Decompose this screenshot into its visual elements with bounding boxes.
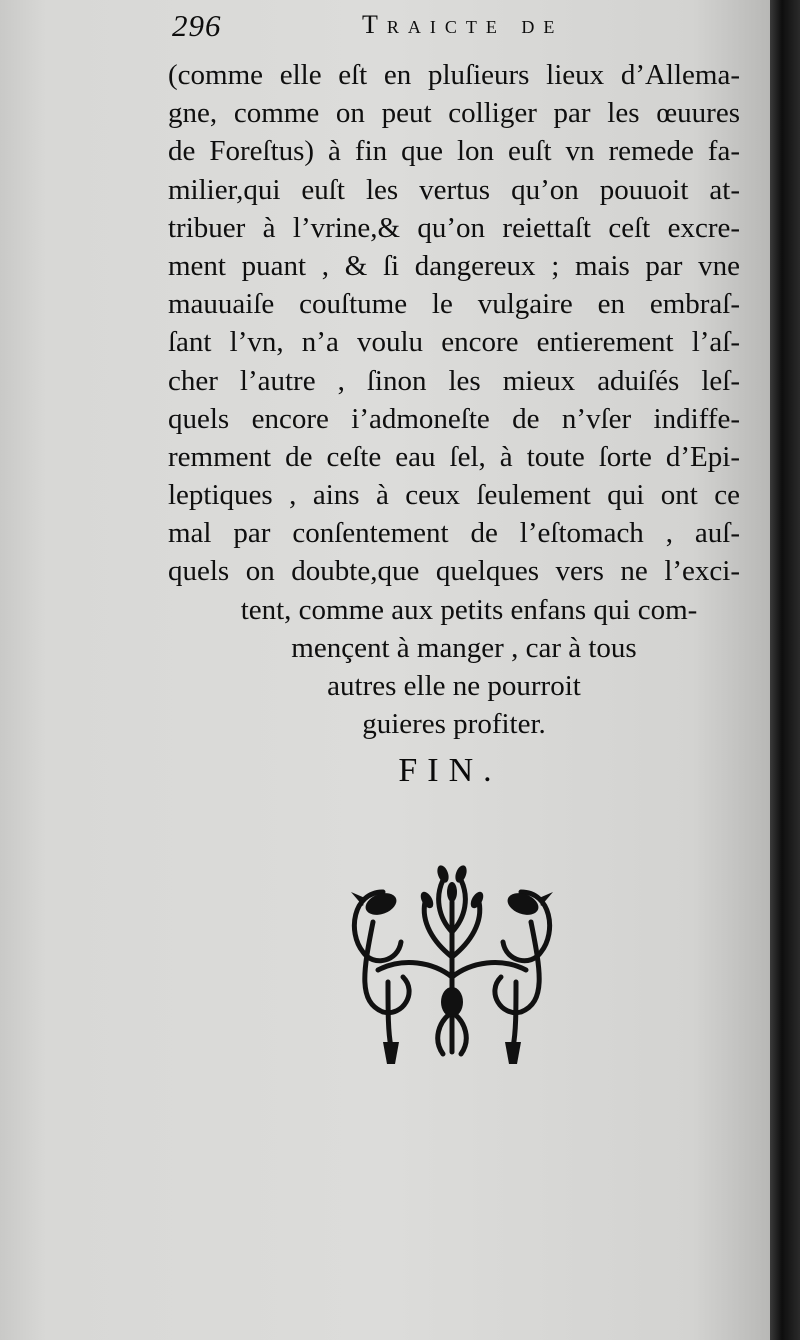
text-line: cher l’autre , ſinon les mieux aduiſés leſ- [168,364,740,397]
text-line: tribuer à l’vrine,& qu’on reiettaſt ceſt excre- [168,211,740,244]
text-line: remment de ceſte eau ſel, à toute ſorte d’Epi- [168,440,740,473]
text-line: de Foreſtus) à fin que lon euſt vn remede fa- [168,135,740,168]
text-line: ment puant , & ſi dangereux ; mais par vne [168,249,740,282]
text-line: quels on doubte,que quelques vers ne l’exci- [168,555,740,588]
text-line: quels encore i’admoneſte de n’vſer indiffe- [168,402,740,435]
text-line: autres elle ne pourroit [327,670,581,702]
page-number: 296 [172,8,222,43]
text-line: mal par conſentement de l’eſtomach , auſ- [168,517,740,550]
page-edge-shadow [770,0,800,1340]
fleuron-tailpiece-icon [343,862,561,1068]
text-line: milier,qui euſt les vertus qu’on pouuoit at- [168,173,740,206]
text-line: leptiques , ains à ceux ſeulement qui ont ce [168,479,740,512]
running-title: Traicte de [362,10,564,39]
body-text [168,56,740,743]
text-line: guieres profiter. [362,708,546,741]
text-line: gne, comme on peut colliger par les œuures [168,97,740,130]
text-line: mauuaiſe couſtume le vulgaire en embraſ- [168,288,740,321]
text-line: (comme elle eſt en pluſieurs lieux d’Allema- [168,59,740,91]
text-line: tent, comme aux petits enfans qui com- [240,593,698,626]
text-line: ſant l’vn, n’a voulu encore entierement l’aſ- [168,326,740,359]
fin-heading: FIN. [398,752,502,789]
text-line: mençent à manger , car à tous [291,631,637,664]
